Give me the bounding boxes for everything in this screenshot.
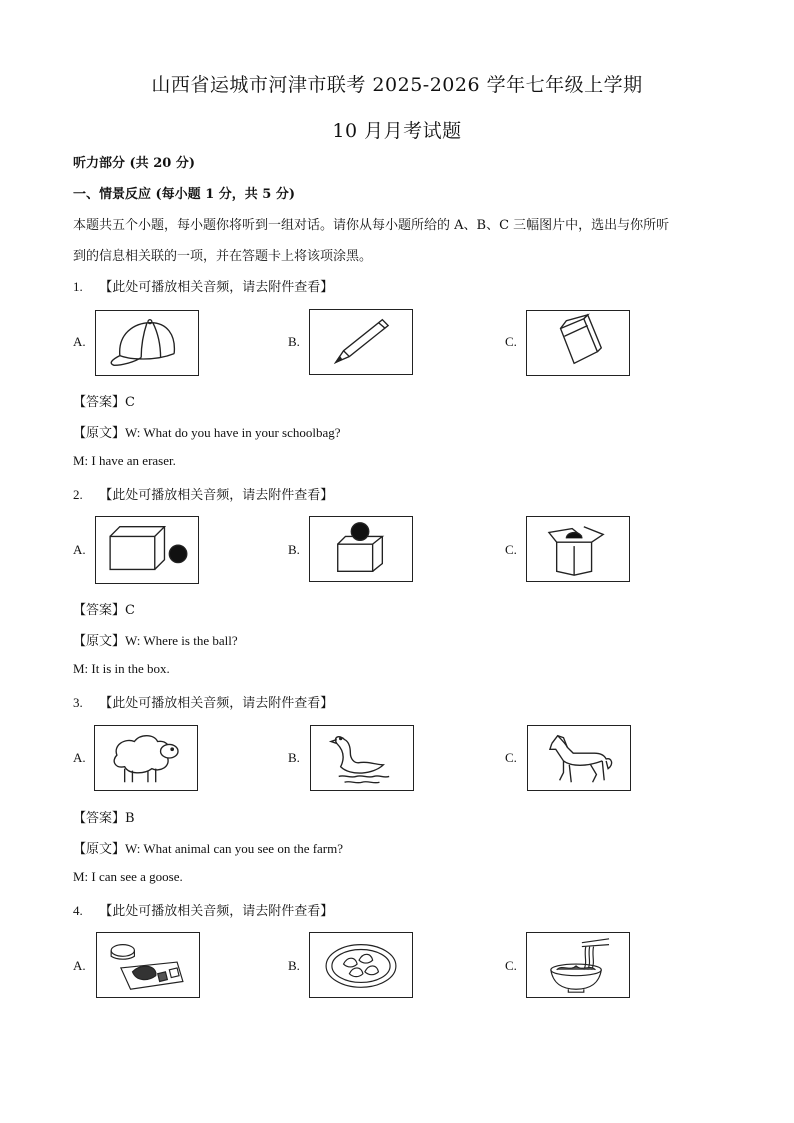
pencil-icon [309,309,413,375]
option-label: C. [505,542,517,557]
question-1 [73,276,333,295]
part-heading: 一、情景反应 (每小题 1 分，共 5 分) [73,187,296,202]
question-number: 3. [73,695,83,710]
instruction-line-2: 到的信息相关联的一项，并在答题卡上将该项涂黑。 [73,249,373,264]
instruction-line-1: 本题共五个小题，每小题你将听到一组对话。请你从每小题所给的 A、B、C 三幅图片中，选出与你所听 [73,218,670,233]
option-label: C. [505,750,517,765]
audio-prompt: 【此处可播放相关音频，请去附件查看】 [99,696,334,711]
question-2 [73,484,333,503]
answer: 【答案】C [73,395,135,410]
transcript-line-2: M: I have an eraser. [73,453,176,468]
audio-prompt: 【此处可播放相关音频，请去附件查看】 [99,280,334,295]
page-subtitle: 10 月月考试题 [332,120,462,142]
ball-beside-box-icon [95,516,199,584]
option-label: C. [505,334,517,349]
option-label: B. [288,334,300,349]
noodles-icon [526,932,630,998]
dumplings-icon [309,932,413,998]
roast-duck-icon [96,932,200,998]
audio-prompt: 【此处可播放相关音频，请去附件查看】 [99,488,334,503]
option-label: B. [288,958,300,973]
transcript-line-2: M: I can see a goose. [73,869,183,884]
cap-icon [95,310,199,376]
ball-on-box-icon [309,516,413,582]
option-label: B. [288,750,300,765]
question-3 [73,692,333,711]
answer: 【答案】B [73,811,135,826]
horse-icon [527,725,631,791]
option-label: B. [288,542,300,557]
question-4 [73,900,333,919]
audio-prompt: 【此处可播放相关音频，请去附件查看】 [99,904,334,919]
option-label: A. [73,750,86,765]
question-number: 4. [73,903,83,918]
transcript-line-2: M: It is in the box. [73,661,170,676]
page-title: 山西省运城市河津市联考 2025-2026 学年七年级上学期 [151,74,643,96]
ball-in-box-icon [526,516,630,582]
question-number: 2. [73,487,83,502]
transcript-line-1: 【原文】W: What do you have in your schoolbag? [73,425,341,440]
transcript-line-1: 【原文】W: What animal can you see on the farm? [73,841,344,856]
option-label: A. [73,958,86,973]
option-label: A. [73,334,86,349]
listening-heading: 听力部分 (共 20 分) [73,156,195,171]
eraser-icon [526,310,630,376]
goose-icon [310,725,414,791]
transcript-line-1: 【原文】W: Where is the ball? [73,633,238,648]
question-number: 1. [73,279,83,294]
option-label: C. [505,958,517,973]
sheep-icon [94,725,198,791]
answer: 【答案】C [73,603,135,618]
option-label: A. [73,542,86,557]
